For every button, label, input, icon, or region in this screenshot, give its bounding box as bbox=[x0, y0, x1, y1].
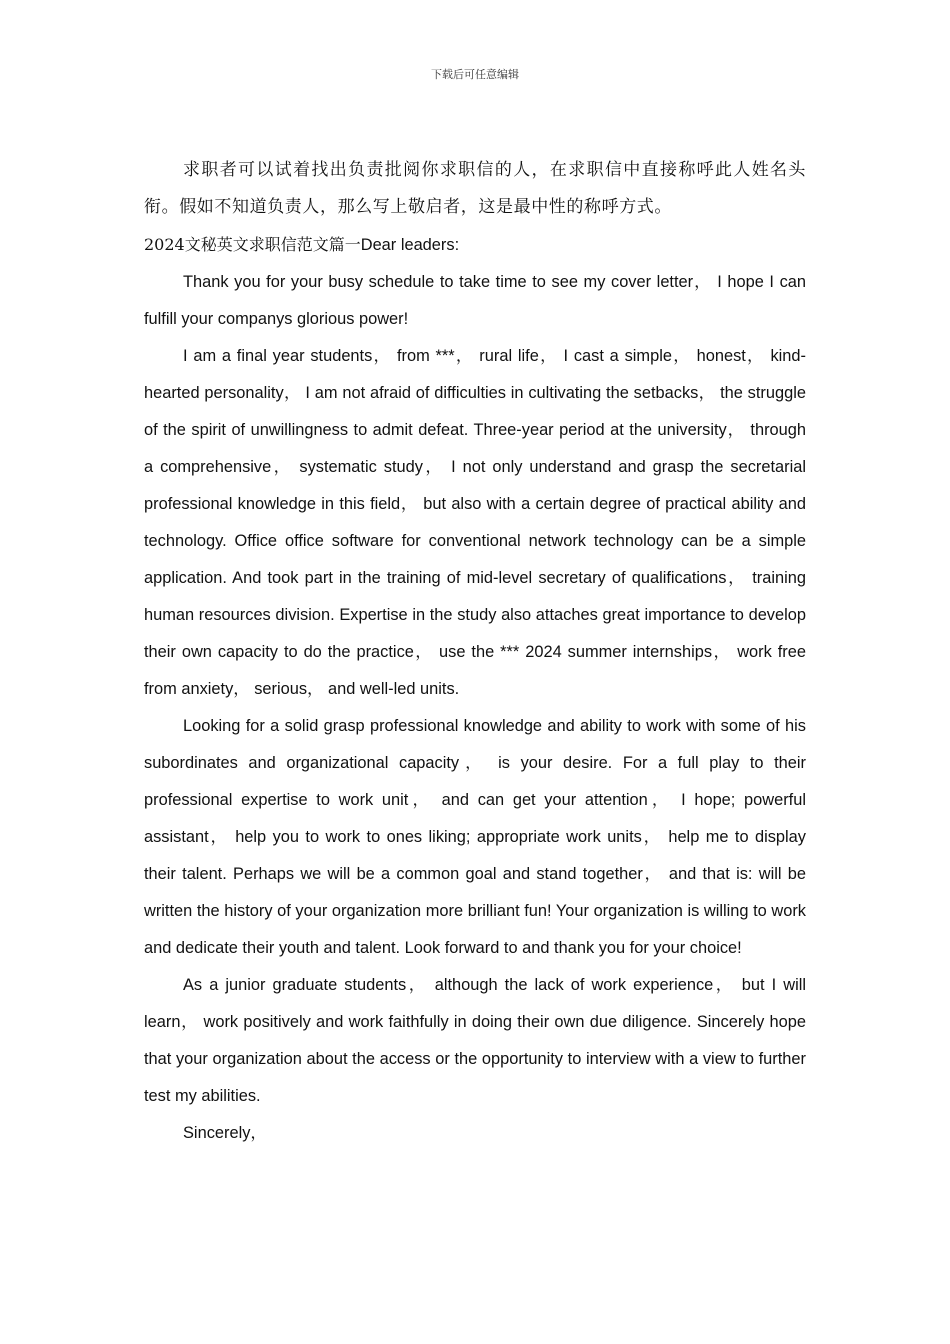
intro-paragraph: 求职者可以试着找出负责批阅你求职信的人，在求职信中直接称呼此人姓名头衔。假如不知道负责人，那么写上敬启者，这是最中性的称呼方式。 bbox=[144, 160, 806, 217]
document-body bbox=[144, 152, 806, 1152]
body-paragraph-1: Thank you for your busy schedule to take time to see my cover letter， I hope I can fulfill your companys glorious power! bbox=[144, 273, 806, 328]
body-paragraph-3: Looking for a solid grasp professional knowledge and ability to work with some of his subordinates and organizational capacity， is your desire. For a full play to their professional expertise to work unit， and can get your attention， I hope; powerful assistant， help you to work to ones liking; appropriate work units， help me to display their talent. Perhaps we will be a common goal and stand together， and that is: will be written the history of your organization more brilliant fun! Your organization is willing to work and dedicate their youth and talent. Look forward to and thank you for your choice! bbox=[144, 717, 806, 957]
title-line bbox=[144, 226, 806, 264]
salutation: Dear leaders: bbox=[360, 236, 460, 254]
page-header: 下载后可任意编辑 bbox=[431, 68, 519, 81]
section-title: 2024文秘英文求职信范文篇一 bbox=[144, 235, 361, 254]
body-paragraph-4: As a junior graduate students， although the lack of work experience， but I will learn， work positively and work faithfully in doing their own due diligence. Sincerely hope that your organization about the access or the opportunity to interview with a view to further test my abilities. bbox=[144, 976, 806, 1105]
body-paragraph-2: I am a final year students， from ***， rural life， I cast a simple， honest， kind-hearted personality， I am not afraid of difficulties in cultivating the setbacks， the struggle of the spirit of unwillingness to admit defeat. Three-year period at the university， through a comprehensive， systematic study， I not only understand and grasp the secretarial professional knowledge in this field， but also with a certain degree of practical ability and technology. Office office software for conventional network technology can be a simple application. And took part in the training of mid-level secretary of qualifications， training human resources division. Expertise in the study also attaches great importance to develop their own capacity to do the practice， use the *** 2024 summer internships， work free from anxiety， serious， and well-led units. bbox=[144, 347, 806, 698]
closing-line: Sincerely， bbox=[183, 1124, 267, 1142]
